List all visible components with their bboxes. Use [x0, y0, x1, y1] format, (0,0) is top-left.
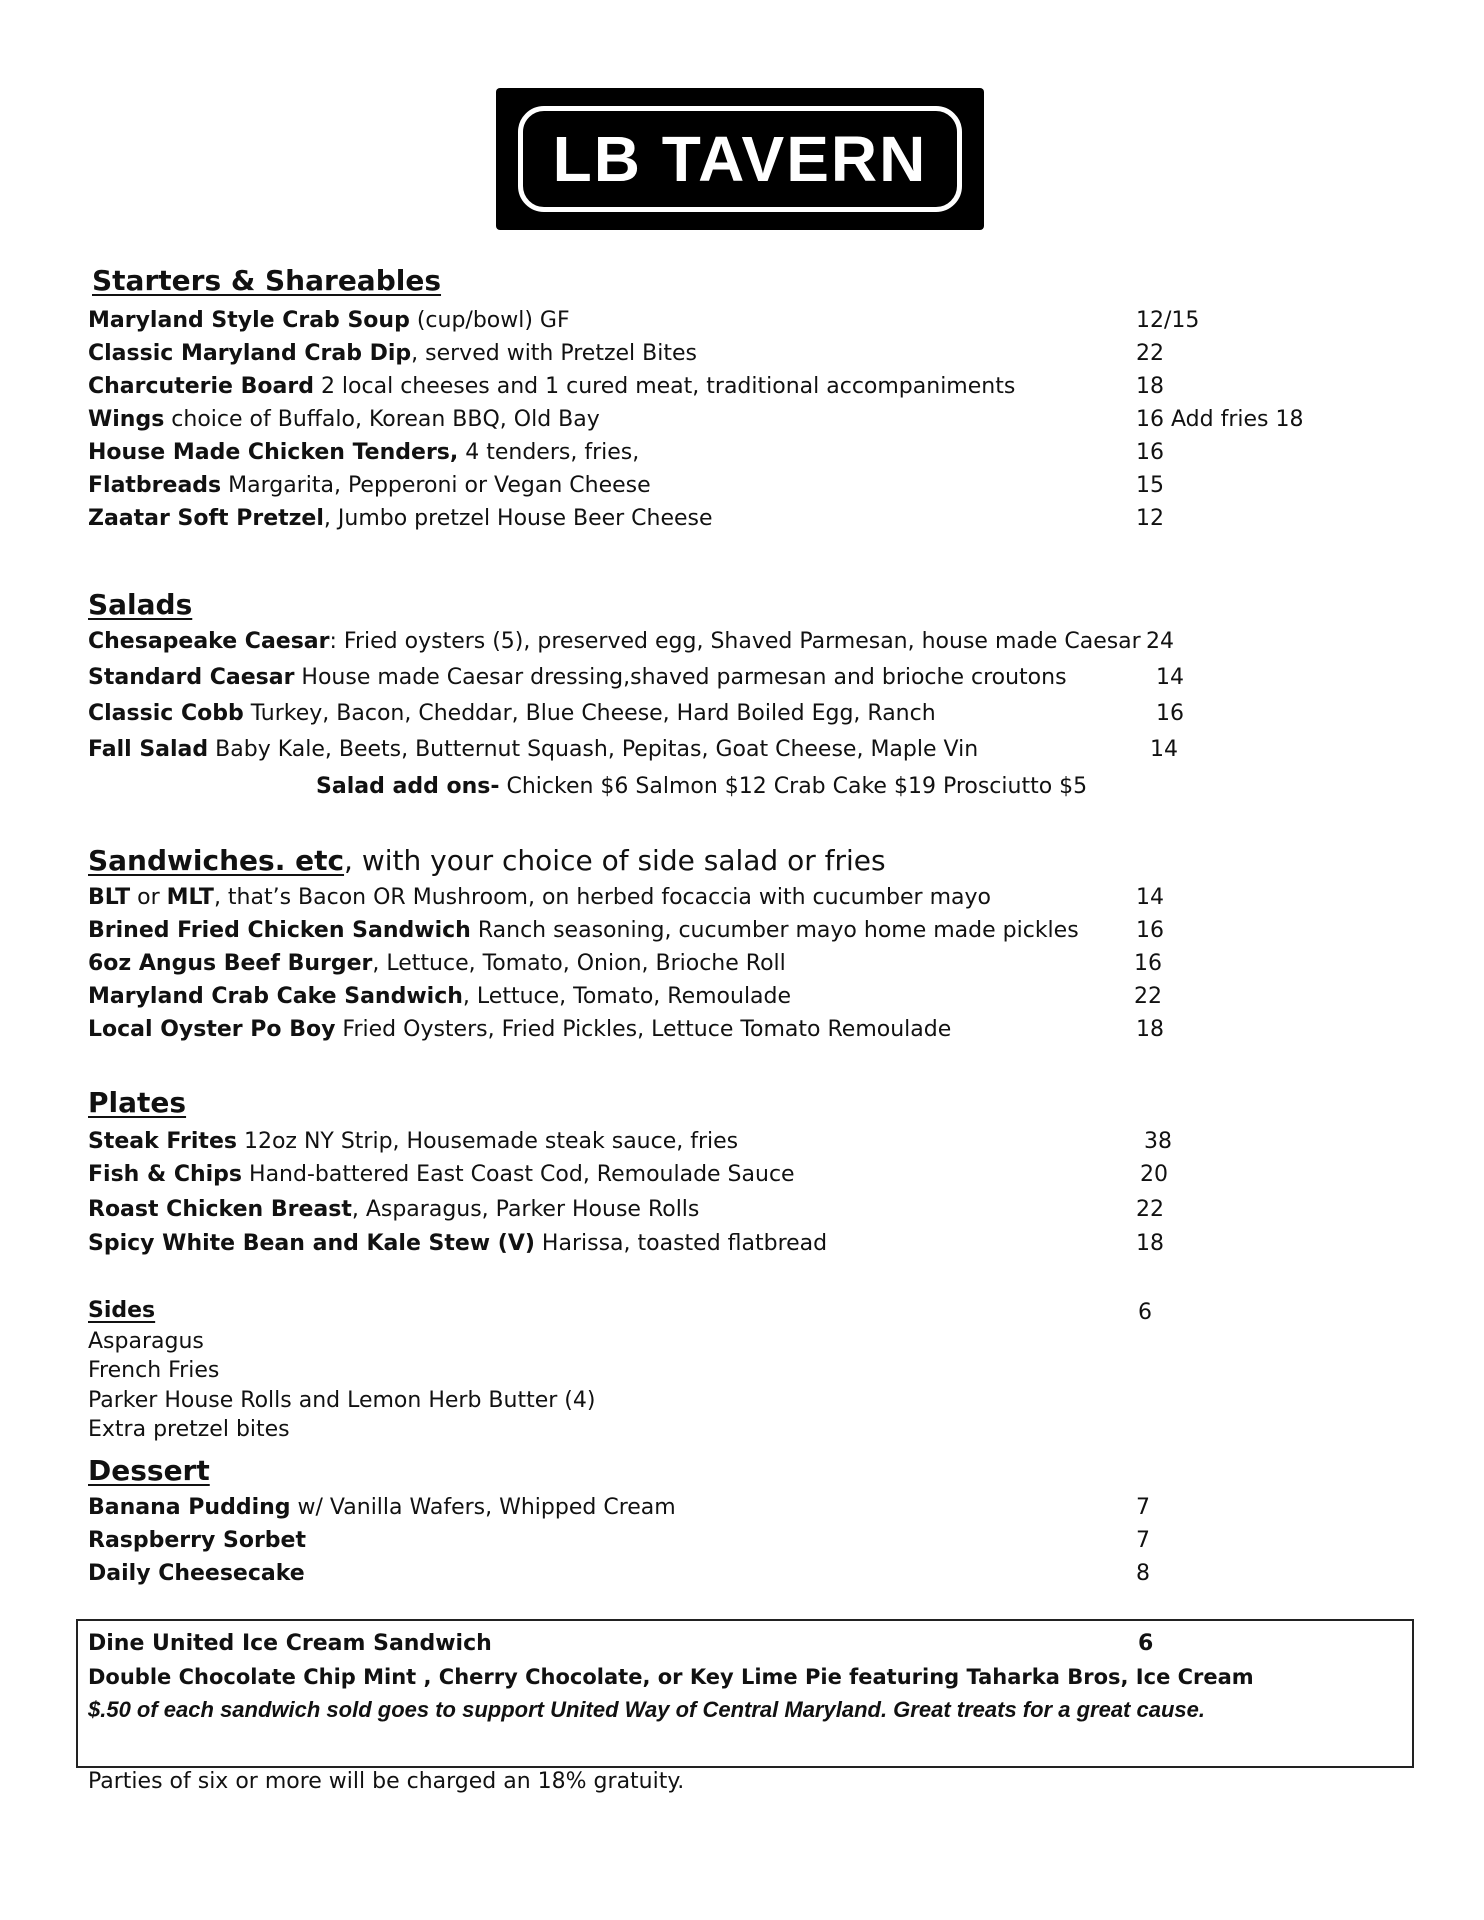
- item-description: , served with Pretzel Bites: [411, 341, 697, 366]
- item-price: 12/15: [1136, 308, 1200, 333]
- item-name: Maryland Crab Cake Sandwich: [88, 984, 463, 1009]
- item-name: Local Oyster Po Boy: [88, 1017, 336, 1042]
- item-price: 24: [1146, 629, 1174, 654]
- starters-item: [88, 339, 697, 369]
- starters-item: [88, 438, 639, 468]
- item-name: Flatbreads: [88, 473, 222, 498]
- item-name: Zaatar Soft Pretzel: [88, 506, 324, 531]
- sandwiches-heading: Sandwiches. etc: [88, 844, 345, 877]
- sandwiches-subheading: , with your choice of side salad or fries: [344, 844, 886, 877]
- item-name: Raspberry Sorbet: [88, 1528, 306, 1553]
- sandwiches-item: [88, 949, 786, 979]
- side-item: Extra pretzel bites: [88, 1417, 290, 1442]
- item-description: w/ Vanilla Wafers, Whipped Cream: [290, 1495, 676, 1520]
- logo-text: LB TAVERN: [552, 123, 928, 195]
- item-price: 14: [1156, 665, 1184, 690]
- starters-item: [88, 372, 1015, 402]
- item-name: Roast Chicken Breast: [88, 1197, 352, 1222]
- starters-item: [88, 306, 570, 336]
- salad-addons-text: Chicken $6 Salmon $12 Crab Cake $19 Prosciutto $5: [499, 774, 1088, 799]
- item-price: 18: [1136, 1231, 1164, 1256]
- item-name: Standard Caesar: [88, 665, 295, 690]
- item-description: House made Caesar dressing,shaved parmesan and brioche croutons: [294, 665, 1067, 690]
- item-price: 20: [1140, 1162, 1168, 1187]
- item-price: 16: [1134, 951, 1162, 976]
- item-description: , Jumbo pretzel House Beer Cheese: [323, 506, 713, 531]
- item-name: Chesapeake Caesar: [88, 629, 330, 654]
- item-name: Wings: [88, 407, 165, 432]
- item-name: Maryland Style Crab Soup: [88, 308, 410, 333]
- item-name: House Made Chicken Tenders,: [88, 440, 459, 465]
- item-description: Hand-battered East Coast Cod, Remoulade Sauce: [242, 1162, 795, 1187]
- special-price: 6: [1138, 1631, 1154, 1656]
- dessert-item: [88, 1493, 676, 1523]
- sandwiches-item: [88, 916, 1079, 946]
- starters-item: [88, 504, 713, 534]
- item-price: 22: [1134, 984, 1162, 1009]
- item-description: Fried Oysters, Fried Pickles, Lettuce Tomato Remoulade: [335, 1017, 952, 1042]
- item-price: 22: [1136, 341, 1164, 366]
- item-price: 12: [1136, 506, 1164, 531]
- item-description-alt: , that’s Bacon OR Mushroom, on herbed focaccia with cucumber mayo: [213, 885, 991, 910]
- plates-item: [88, 1160, 795, 1190]
- item-description: : Fried oysters (5), preserved egg, Shaved Parmesan, house made Caesar: [329, 629, 1141, 654]
- item-description: , Asparagus, Parker House Rolls: [351, 1197, 700, 1222]
- dessert-item: [88, 1559, 305, 1589]
- sandwiches-item: [88, 1015, 951, 1045]
- salads-item: [88, 699, 936, 729]
- item-description: Harissa, toasted flatbread: [534, 1231, 828, 1256]
- item-name: Charcuterie Board: [88, 374, 314, 399]
- sandwiches-item: [88, 982, 791, 1012]
- item-description: , Lettuce, Tomato, Remoulade: [462, 984, 792, 1009]
- sandwiches-header: [88, 843, 886, 879]
- item-description: , Lettuce, Tomato, Onion, Brioche Roll: [372, 951, 786, 976]
- item-name: Classic Maryland Crab Dip: [88, 341, 412, 366]
- item-price: 16: [1136, 440, 1164, 465]
- item-description: Baby Kale, Beets, Butternut Squash, Pepitas, Goat Cheese, Maple Vin: [208, 737, 979, 762]
- item-description: Turkey, Bacon, Cheddar, Blue Cheese, Hard Boiled Egg, Ranch: [243, 701, 936, 726]
- sandwiches-item: [88, 883, 991, 913]
- side-item: Parker House Rolls and Lemon Herb Butter (4): [88, 1388, 596, 1413]
- salads-item: [88, 627, 1141, 657]
- ice-cream-special-box: [76, 1619, 1414, 1768]
- item-price: 14: [1150, 737, 1178, 762]
- item-name: Classic Cobb: [88, 701, 244, 726]
- special-flavors: Double Chocolate Chip Mint , Cherry Chocolate, or Key Lime Pie featuring Taharka Bros, Ice Cream: [88, 1665, 1254, 1689]
- item-price: 7: [1136, 1528, 1150, 1553]
- item-description: choice of Buffalo, Korean BBQ, Old Bay: [164, 407, 600, 432]
- side-item: Asparagus: [88, 1329, 204, 1354]
- item-description: 4 tenders, fries,: [458, 440, 640, 465]
- plates-item: [88, 1229, 827, 1259]
- item-description: (cup/bowl) GF: [409, 308, 570, 333]
- item-price: 14: [1136, 885, 1164, 910]
- item-name: Spicy White Bean and Kale Stew (V): [88, 1231, 535, 1256]
- salads-item: [88, 735, 978, 765]
- item-name: Fall Salad: [88, 737, 209, 762]
- salad-addons-label: Salad add ons-: [316, 774, 500, 799]
- sides-price: 6: [1138, 1300, 1152, 1325]
- starters-heading: Starters & Shareables: [92, 264, 442, 297]
- sides-heading: Sides: [88, 1298, 156, 1323]
- item-price: 16: [1156, 701, 1184, 726]
- dessert-heading: Dessert: [88, 1454, 210, 1487]
- item-name: Steak Frites: [88, 1129, 237, 1154]
- item-description: Ranch seasoning, cucumber mayo home made pickles: [470, 918, 1079, 943]
- item-description: 12oz NY Strip, Housemade steak sauce, fries: [236, 1129, 739, 1154]
- item-name: BLT: [88, 885, 131, 910]
- plates-heading: Plates: [88, 1086, 187, 1119]
- side-item: French Fries: [88, 1358, 220, 1383]
- gratuity-note: Parties of six or more will be charged an 18% gratuity.: [88, 1769, 685, 1794]
- item-name: Daily Cheesecake: [88, 1561, 305, 1586]
- plates-item: [88, 1195, 699, 1225]
- item-name: Banana Pudding: [88, 1495, 291, 1520]
- item-price: 8: [1136, 1561, 1150, 1586]
- item-description: Margarita, Pepperoni or Vegan Cheese: [221, 473, 651, 498]
- item-price: 18: [1136, 374, 1164, 399]
- item-description: 2 local cheeses and 1 cured meat, traditional accompaniments: [313, 374, 1016, 399]
- item-price: 7: [1136, 1495, 1150, 1520]
- item-price: 18: [1136, 1017, 1164, 1042]
- item-price: 15: [1136, 473, 1164, 498]
- item-name: 6oz Angus Beef Burger: [88, 951, 373, 976]
- item-price: 38: [1144, 1129, 1172, 1154]
- item-name: Fish & Chips: [88, 1162, 243, 1187]
- starters-item: [88, 405, 600, 435]
- item-name-alt: MLT: [166, 885, 214, 910]
- plates-item: [88, 1127, 738, 1157]
- item-price: 22: [1136, 1197, 1164, 1222]
- special-note: $.50 of each sandwich sold goes to support United Way of Central Maryland. Great treats for a great cause.: [88, 1697, 1205, 1722]
- salad-addons: [316, 772, 1087, 802]
- item-description: or: [130, 885, 167, 910]
- starters-item: [88, 471, 651, 501]
- item-price: 16 Add fries 18: [1136, 407, 1304, 432]
- special-title: Dine United Ice Cream Sandwich: [88, 1631, 492, 1656]
- salads-item: [88, 663, 1067, 693]
- salads-heading: Salads: [88, 588, 193, 621]
- dessert-item: [88, 1526, 306, 1556]
- logo: [496, 88, 984, 230]
- item-name: Brined Fried Chicken Sandwich: [88, 918, 471, 943]
- item-price: 16: [1136, 918, 1164, 943]
